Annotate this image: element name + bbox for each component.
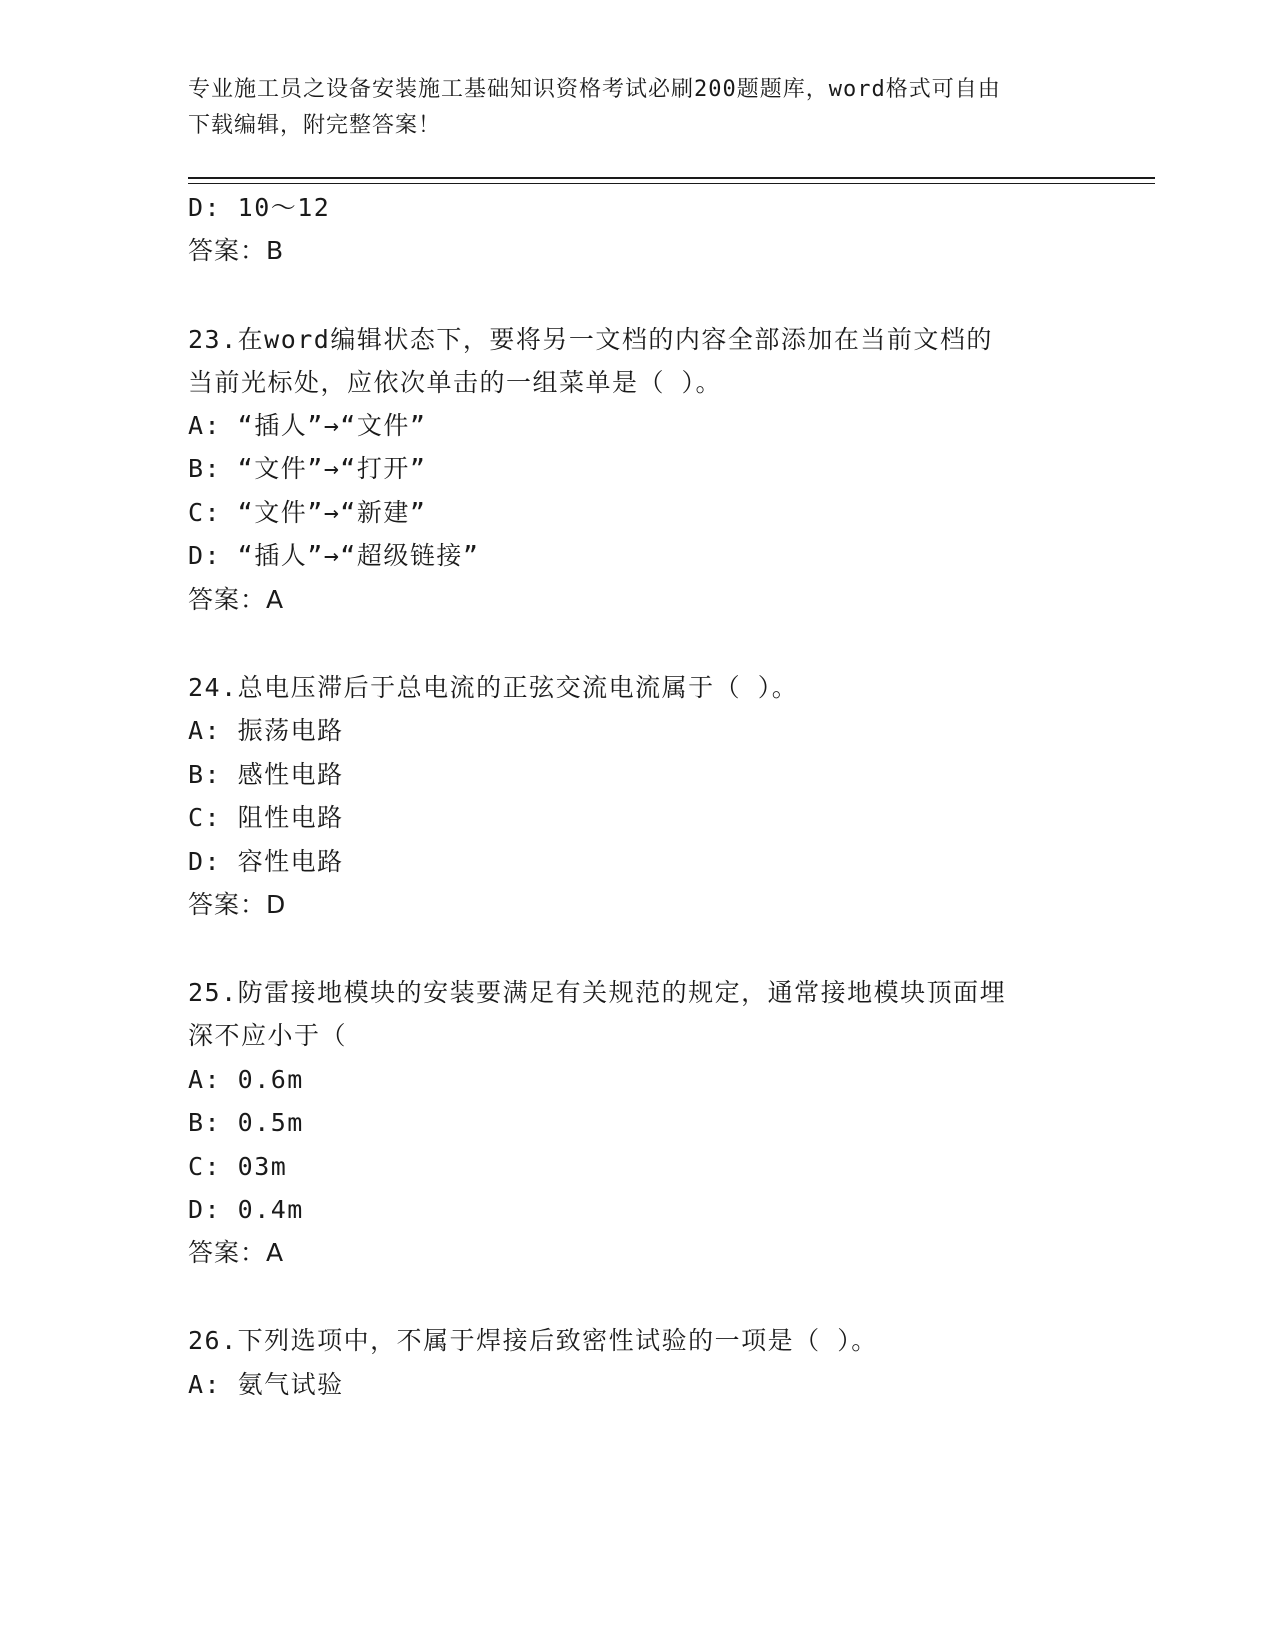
q24-option-c: C: 阻性电路 [188, 803, 344, 832]
q23-option-d: D: “插人”→“超级链接” [188, 541, 480, 570]
header-rule-thick [188, 177, 1155, 179]
q26-option-a: A: 氨气试验 [188, 1370, 344, 1399]
q24-option-b: B: 感性电路 [188, 760, 344, 789]
header-rule-thin [188, 183, 1155, 184]
q24-answer: 答案：D [188, 890, 287, 919]
header-title-line-1: 专业施工员之设备安装施工基础知识资格考试必刷200题题库，word格式可自由 [188, 77, 1001, 102]
q22-option-d: D: 10～12 [188, 193, 331, 222]
q26-stem-line-1: 26.下列选项中，不属于焊接后致密性试验的一项是（ ）。 [188, 1326, 878, 1355]
q22-answer: 答案：B [188, 236, 285, 265]
q23-stem-line-2: 当前光标处，应依次单击的一组菜单是（ ）。 [188, 368, 723, 397]
q23-option-a: A: “插人”→“文件” [188, 411, 427, 440]
q25-option-c: C: 03m [188, 1152, 288, 1181]
q25-stem-line-1: 25.防雷接地模块的安装要满足有关规范的规定，通常接地模块顶面埋 [188, 978, 1007, 1007]
q25-option-a: A: 0.6m [188, 1065, 304, 1094]
q25-stem-line-2: 深不应小于（ [188, 1021, 348, 1050]
q25-option-b: B: 0.5m [188, 1108, 304, 1137]
header-title-line-2: 下载编辑，附完整答案！ [188, 113, 442, 138]
q23-option-c: C: “文件”→“新建” [188, 498, 427, 527]
document-header [188, 72, 1068, 144]
q23-option-b: B: “文件”→“打开” [188, 454, 427, 483]
q24-option-d: D: 容性电路 [188, 847, 344, 876]
q24-stem-line-1: 24.总电压滞后于总电流的正弦交流电流属于（ ）。 [188, 673, 799, 702]
q24-option-a: A: 振荡电路 [188, 716, 344, 745]
q25-answer: 答案：A [188, 1238, 285, 1267]
q25-option-d: D: 0.4m [188, 1195, 304, 1224]
q23-stem-line-1: 23.在word编辑状态下，要将另一文档的内容全部添加在当前文档的 [188, 325, 993, 354]
q23-answer: 答案：A [188, 585, 285, 614]
